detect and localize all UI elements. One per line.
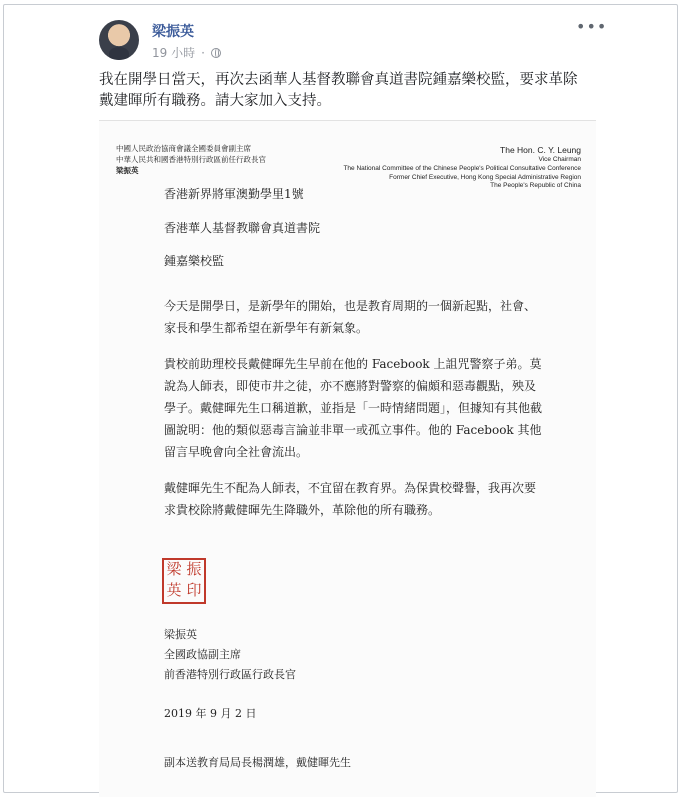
post-meta bbox=[152, 44, 221, 61]
seal-char: 印 bbox=[186, 581, 202, 599]
globe-icon[interactable] bbox=[211, 48, 221, 58]
letterhead-cn-line: 中國人民政治協商會議全國委員會副主席 bbox=[116, 144, 251, 153]
avatar[interactable] bbox=[99, 20, 139, 60]
post-timestamp[interactable]: 19 小時 bbox=[152, 46, 196, 60]
post-text: 我在開學日當天，再次去函華人基督教聯會真道書院鍾嘉樂校監，要求革除戴建暉所有職務。請大家加入支持。 bbox=[99, 72, 578, 109]
letter-date: 2019 年 9 月 2 日 bbox=[164, 707, 257, 720]
letter-cc: 副本送教育局局長楊潤雄，戴健暉先生 bbox=[164, 756, 351, 769]
letterhead-cn-line: 中華人民共和國香港特別行政區前任行政長官 bbox=[116, 155, 266, 164]
red-seal-stamp bbox=[162, 558, 206, 604]
signature-title: 前香港特別行政區行政長官 bbox=[164, 668, 296, 681]
letterhead-en-line: The National Committee of the Chinese People's Political Consultative Conference bbox=[343, 164, 581, 172]
letter-paragraph: 戴健暉先生不配為人師表，不宜留在教育界。為保貴校聲譽，我再次要求貴校除將戴健暉先生降職外，革除他的所有職務。 bbox=[164, 481, 537, 517]
letter-paragraph: 今天是開學日，是新學年的開始，也是教育周期的一個新起點，社會、家長和學生都希望在新學年有新氣象。 bbox=[164, 299, 537, 335]
facebook-post-card bbox=[3, 4, 678, 793]
dot-separator: · bbox=[201, 45, 205, 60]
address-line: 香港新界將軍澳勤學里1號 bbox=[164, 187, 304, 201]
letterhead-en-name: The Hon. C. Y. Leung bbox=[500, 145, 581, 155]
seal-char: 振 bbox=[186, 560, 202, 578]
letter-image[interactable] bbox=[99, 120, 596, 797]
signature-name: 梁振英 bbox=[164, 628, 197, 641]
address-line: 鍾嘉樂校監 bbox=[164, 254, 225, 268]
letterhead-en-line: The People's Republic of China bbox=[490, 182, 581, 190]
letterhead-chinese bbox=[116, 143, 266, 176]
letterhead-en-line: Vice Chairman bbox=[538, 156, 581, 163]
seal-char: 英 bbox=[166, 581, 182, 599]
letterhead-english bbox=[343, 145, 581, 191]
address-line: 香港華人基督教聯會真道書院 bbox=[164, 221, 321, 235]
letterhead-en-line: Former Chief Executive, Hong Kong Special Administrative Region bbox=[389, 173, 581, 181]
letterhead-cn-name: 梁振英 bbox=[116, 166, 139, 175]
author-name[interactable]: 梁振英 bbox=[152, 24, 194, 40]
more-options-button[interactable]: ••• bbox=[576, 17, 608, 36]
seal-char: 梁 bbox=[166, 560, 182, 578]
letter-paragraph: 貴校前助理校長戴健暉先生早前在他的 Facebook 上詛咒警察子弟。莫說為人師表，即使市井之徒，亦不應將對警察的偏頗和惡毒觀點，殃及學子。戴健暉先生口稱道歉，並指是「一時情緒問題」，但據知有其他截圖說明：他的類似惡毒言論並非單一或孤立事件。他的 Facebook 其他留言早晚會向全社會流出。 bbox=[164, 357, 543, 459]
signature-title: 全國政協副主席 bbox=[164, 648, 241, 661]
